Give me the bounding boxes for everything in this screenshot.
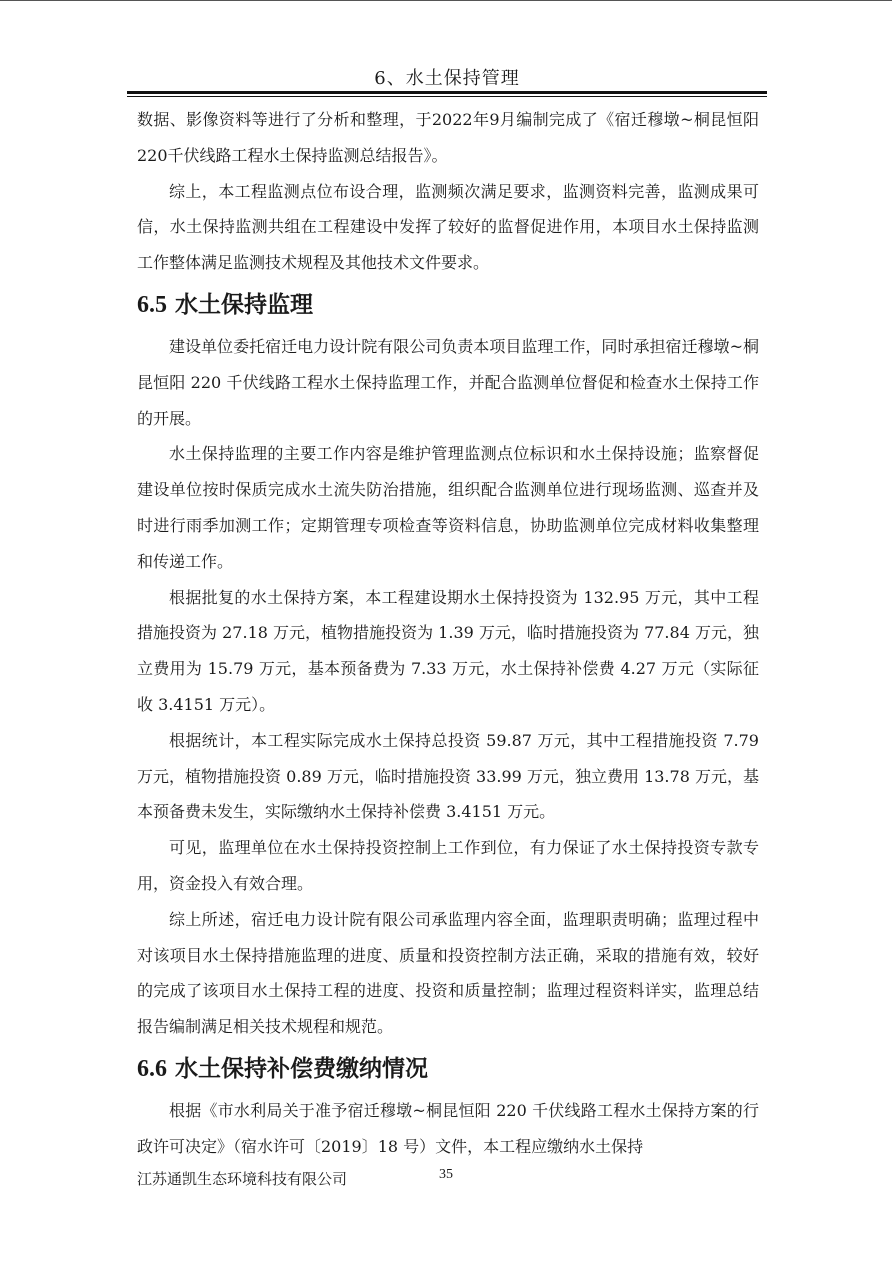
scan-top-edge (0, 0, 892, 1)
section-heading-6-5 (137, 281, 759, 329)
continued-paragraph: 数据、影像资料等进行了分析和整理，于2022年9月编制完成了《宿迁穆墩~桐昆恒阳220千伏线路工程水土保持监测总结报告》。 (137, 110, 759, 165)
paragraph: 综上所述，宿迁电力设计院有限公司承监理内容全面，监理职责明确；监理过程中对该项目水土保持措施监理的进度、质量和投资控制方法正确，采取的措施有效，较好的完成了该项目水土保持工程的进度、投资和质量控制；监理过程资料详实，监理总结报告编制满足相关技术规程和规范。 (137, 909, 759, 1037)
page-content (137, 102, 759, 1165)
paragraph: 根据《市水利局关于准予宿迁穆墩~桐昆恒阳 220 千伏线路工程水土保持方案的行政许可决定》（宿水许可〔2019〕18 号）文件，本工程应缴纳水土保持 (137, 1100, 759, 1156)
paragraph: 水土保持监理的主要工作内容是维护管理监测点位标识和水土保持设施；监察督促建设单位按时保质完成水土流失防治措施，组织配合监测单位进行现场监测、巡查并及时进行雨季加测工作；定期管理专项检查等资料信息，协助监测单位完成材料收集整理和传递工作。 (137, 444, 759, 571)
paragraph: 可见，监理单位在水土保持投资控制上工作到位，有力保证了水土保持投资专款专用，资金投入有效合理。 (137, 838, 759, 893)
running-header: 6、水土保持管理 (374, 68, 520, 89)
section-number: 6.6 (137, 1055, 167, 1082)
paragraph: 建设单位委托宿迁电力设计院有限公司负责本项目监理工作，同时承担宿迁穆墩~桐昆恒阳 220 千伏线路工程水土保持监理工作，并配合监测单位督促和检查水土保持工作的开展。 (137, 336, 759, 428)
header-rule-thin (127, 96, 767, 97)
paragraph: 根据统计，本工程实际完成水土保持总投资 59.87 万元，其中工程措施投资 7.79 万元，植物措施投资 0.89 万元，临时措施投资 33.99 万元，独立费用 13.78 万元，基本预备费未发生，实际缴纳水土保持补偿费 3.4151 万元。 (137, 730, 759, 822)
paragraph: 根据批复的水土保持方案，本工程建设期水土保持投资为 132.95 万元，其中工程措施投资为 27.18 万元，植物措施投资为 1.39 万元，临时措施投资为 77.84 万元，独立费用为 15.79 万元，基本预备费为 7.33 万元，水土保持补偿费 4.27 万元（实际征收 3.4151 万元）。 (137, 587, 759, 714)
summary-paragraph: 综上，本工程监测点位布设合理，监测频次满足要求，监测资料完善，监测成果可信，水土保持监测共组在工程建设中发挥了较好的监督促进作用，本项目水土保持监测工作整体满足监测技术规程及其他技术文件要求。 (137, 181, 759, 273)
header-rule-thick (127, 91, 767, 94)
section-heading-6-6 (137, 1045, 759, 1093)
footer-company: 江苏通凯生态环境科技有限公司 (137, 1170, 348, 1188)
page-number: 35 (439, 1167, 453, 1182)
section-number: 6.5 (137, 291, 167, 318)
section-title: 水土保持监理 (175, 290, 313, 318)
section-title: 水土保持补偿费缴纳情况 (175, 1054, 428, 1082)
